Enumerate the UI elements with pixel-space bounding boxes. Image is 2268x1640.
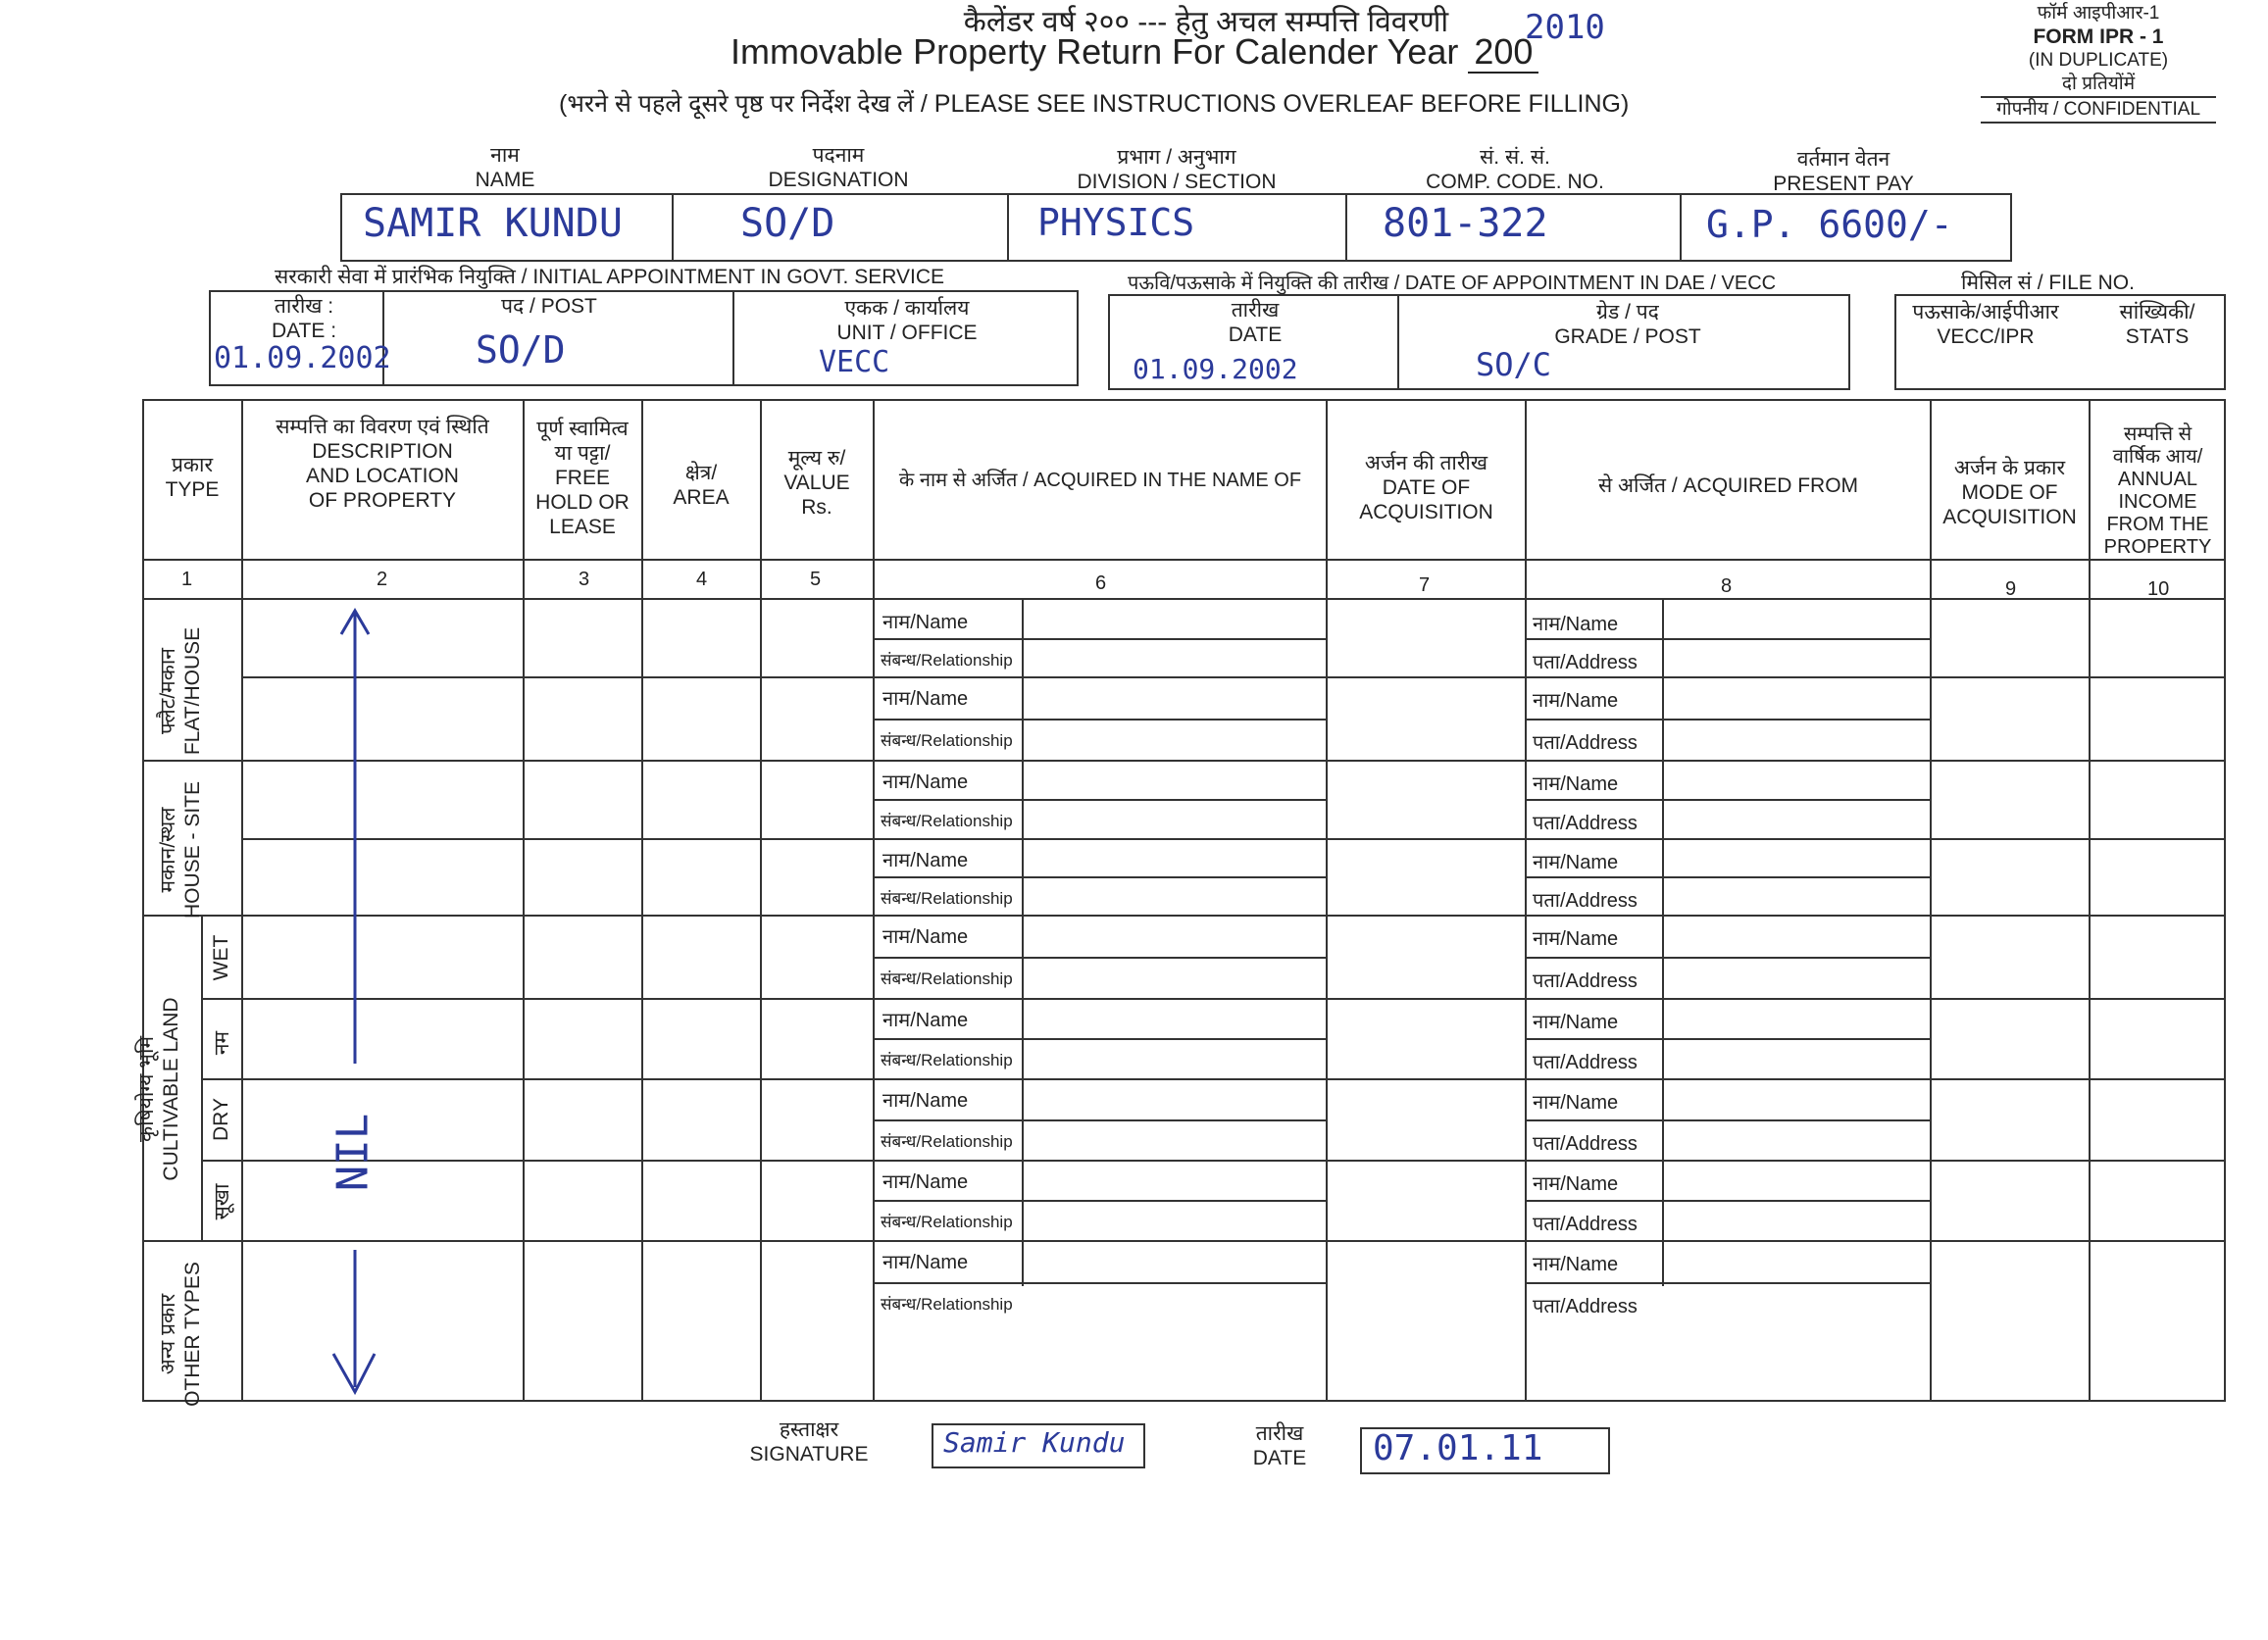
title-english-text: Immovable Property Return For Calender Year: [731, 31, 1459, 72]
col-value-header: मूल्य रु/ VALUE Rs.: [783, 447, 850, 519]
acquired-from-address-label: पता/Address: [1533, 652, 1638, 673]
comp-code-value[interactable]: 801-322: [1383, 201, 1548, 246]
grade-label: ग्रेड / पद GRADE / POST: [1554, 301, 1701, 348]
col-num: 5: [810, 569, 822, 590]
title-hindi: कैलेंडर वर्ष २०० --- हेतु अचल सम्पत्ति विवरणी: [963, 6, 1449, 38]
in-duplicate: (IN DUPLICATE): [2028, 50, 2169, 71]
division-value[interactable]: PHYSICS: [1037, 201, 1195, 244]
acquired-from-name-label: नाम/Name: [1533, 852, 1619, 873]
acquired-from-address-label: पता/Address: [1533, 1296, 1638, 1317]
col-freehold-header: पूर्ण स्वामित्व या पट्टा/ FREE HOLD OR LEASE: [535, 418, 630, 538]
acquired-from-name-label: नाम/Name: [1533, 614, 1619, 635]
acquired-from-address-label: पता/Address: [1533, 732, 1638, 754]
nil-arrow: [314, 603, 402, 1402]
acquired-from-name-label: नाम/Name: [1533, 1254, 1619, 1275]
acquired-from-address-label: पता/Address: [1533, 813, 1638, 834]
acquired-name-label: नाम/Name: [882, 1171, 969, 1193]
signature-label: हस्ताक्षर SIGNATURE: [749, 1418, 869, 1466]
col-num: 1: [181, 569, 193, 590]
year-printed: 200: [1468, 31, 1538, 74]
form-hindi: फॉर्म आइपीआर-1: [2037, 3, 2160, 24]
col-type-header: प्रकार TYPE: [165, 454, 220, 501]
acquired-name-label: नाम/Name: [882, 771, 969, 793]
year-handwritten: 2010: [1525, 8, 1605, 47]
type-house-site: मकान/स्थल HOUSE - SITE: [157, 780, 204, 919]
col-date-acquisition-header: अर्जन की तारीख DATE OF ACQUISITION: [1359, 452, 1493, 523]
acquired-relationship-label: संबन्ध/Relationship: [881, 731, 1013, 750]
acquired-name-label: नाम/Name: [882, 850, 969, 871]
post-label: पद / POST: [501, 295, 597, 318]
type-wet: WET: [210, 934, 232, 981]
acquired-relationship-label: संबन्ध/Relationship: [881, 1213, 1013, 1231]
acquired-name-label: नाम/Name: [882, 1252, 969, 1273]
dae-date-value[interactable]: 01.09.2002: [1133, 353, 1298, 385]
signature-value: Samir Kundu: [943, 1426, 1126, 1459]
col-acquired-from-header: से अर्जित / ACQUIRED FROM: [1597, 474, 1859, 497]
col-num: 3: [579, 569, 590, 590]
dae-date-label: तारीख DATE: [1228, 299, 1283, 346]
acquired-name-label: नाम/Name: [882, 612, 969, 633]
acquired-from-name-label: नाम/Name: [1533, 690, 1619, 712]
acquired-relationship-label: संबन्ध/Relationship: [881, 1295, 1013, 1314]
comp-code-label: सं. सं. सं. COMP. CODE. NO.: [1426, 146, 1604, 193]
acquired-relationship-label: संबन्ध/Relationship: [881, 969, 1013, 988]
type-dry-hi: सूखा: [211, 1183, 233, 1220]
acquired-from-name-label: नाम/Name: [1533, 1173, 1619, 1195]
file-col-stats: सांख्यिकी/ STATS: [2119, 301, 2195, 348]
col-num: 10: [2147, 578, 2170, 600]
name-value[interactable]: SAMIR KUNDU: [363, 201, 623, 246]
form-code-block: [1981, 2, 2216, 124]
acquired-from-name-label: नाम/Name: [1533, 1092, 1619, 1114]
type-cultivable-land: कृषियोग्य भूमि CULTIVABLE LAND: [135, 997, 182, 1181]
type-wet-hi: नम: [211, 1030, 233, 1056]
footer-date-value: 07.01.11: [1373, 1428, 1543, 1468]
designation-label: पदनाम DESIGNATION: [768, 144, 909, 191]
post-value[interactable]: SO/D: [476, 328, 566, 372]
col-num: 6: [1095, 572, 1107, 594]
type-flat-house: फ्लैट/मकान FLAT/HOUSE: [157, 626, 204, 756]
property-table: [142, 399, 2226, 1402]
acquired-from-name-label: नाम/Name: [1533, 928, 1619, 950]
instructions: (भरने से पहले दूसरे पृष्ठ पर निर्देश देख लें / PLEASE SEE INSTRUCTIONS OVERLEAF BEFORE FILLING): [559, 90, 1630, 118]
acquired-from-address-label: पता/Address: [1533, 1133, 1638, 1155]
col-mode-header: अर्जन के प्रकार MODE OF ACQUISITION: [1942, 457, 2077, 528]
confidential-label: गोपनीय / CONFIDENTIAL: [1981, 96, 2216, 124]
acquired-name-label: नाम/Name: [882, 1090, 969, 1112]
acquired-relationship-label: संबन्ध/Relationship: [881, 1051, 1013, 1069]
name-label: नाम NAME: [475, 144, 535, 191]
present-pay-label: वर्तमान वेतन PRESENT PAY: [1773, 148, 1914, 195]
col-num: 9: [2005, 578, 2017, 600]
acquired-from-address-label: पता/Address: [1533, 1214, 1638, 1235]
acquired-from-address-label: पता/Address: [1533, 970, 1638, 992]
col-acquired-name-header: के नाम से अर्जित / ACQUIRED IN THE NAME OF: [898, 470, 1302, 491]
grade-value[interactable]: SO/C: [1476, 346, 1552, 383]
col-num: 7: [1419, 574, 1431, 596]
nil-value[interactable]: NIL: [328, 1113, 378, 1192]
title-english: [731, 31, 1538, 73]
acquired-from-address-label: पता/Address: [1533, 890, 1638, 912]
type-dry: DRY: [210, 1098, 232, 1141]
acquired-from-name-label: नाम/Name: [1533, 773, 1619, 795]
col-income-header: सम्पत्ति से वार्षिक आय/ ANNUAL INCOME FROM THE PROPERTY: [2103, 423, 2212, 558]
acquired-relationship-label: संबन्ध/Relationship: [881, 1132, 1013, 1151]
type-other: अन्य प्रकार OTHER TYPES: [157, 1262, 204, 1407]
acquired-from-address-label: पता/Address: [1533, 1052, 1638, 1073]
designation-value[interactable]: SO/D: [740, 201, 835, 246]
unit-value[interactable]: VECC: [819, 345, 890, 379]
dae-appointment-title: पऊवि/पऊसाके में नियुक्ति की तारीख / DATE OF APPOINTMENT IN DAE / VECC: [1128, 273, 1777, 294]
present-pay-value[interactable]: G.P. 6600/-: [1706, 203, 1953, 246]
acquired-relationship-label: संबन्ध/Relationship: [881, 651, 1013, 670]
file-col-vecc-ipr: पऊसाके/आईपीआर VECC/IPR: [1912, 301, 2059, 348]
col-num: 4: [696, 569, 708, 590]
footer-date-label: तारीख DATE: [1252, 1422, 1307, 1469]
do-pratiyon-me: दो प्रतियोंमें: [2061, 74, 2136, 94]
acquired-name-label: नाम/Name: [882, 926, 969, 948]
col-num: 8: [1721, 575, 1733, 597]
unit-label: एकक / कार्यालय UNIT / OFFICE: [836, 297, 978, 344]
col-area-header: क्षेत्र/ AREA: [673, 462, 730, 509]
file-no-title: मिसिल सं / FILE NO.: [1961, 272, 2135, 294]
acquired-from-name-label: नाम/Name: [1533, 1012, 1619, 1033]
col-description-header: सम्पत्ति का विवरण एवं स्थिति DESCRIPTION AND LOCATION OF PROPERTY: [276, 416, 489, 512]
form-code: FORM IPR - 1: [2033, 25, 2164, 48]
acquired-relationship-label: संबन्ध/Relationship: [881, 889, 1013, 908]
initial-date-label: तारीख : DATE :: [271, 295, 337, 342]
acquired-relationship-label: संबन्ध/Relationship: [881, 812, 1013, 830]
col-num: 2: [377, 569, 388, 590]
acquired-name-label: नाम/Name: [882, 688, 969, 710]
initial-date-value[interactable]: 01.09.2002: [214, 341, 391, 375]
division-label: प्रभाग / अनुभाग DIVISION / SECTION: [1077, 146, 1277, 193]
initial-appointment-title: सरकारी सेवा में प्रारंभिक नियुक्ति / INITIAL APPOINTMENT IN GOVT. SERVICE: [275, 266, 945, 288]
acquired-name-label: नाम/Name: [882, 1010, 969, 1031]
